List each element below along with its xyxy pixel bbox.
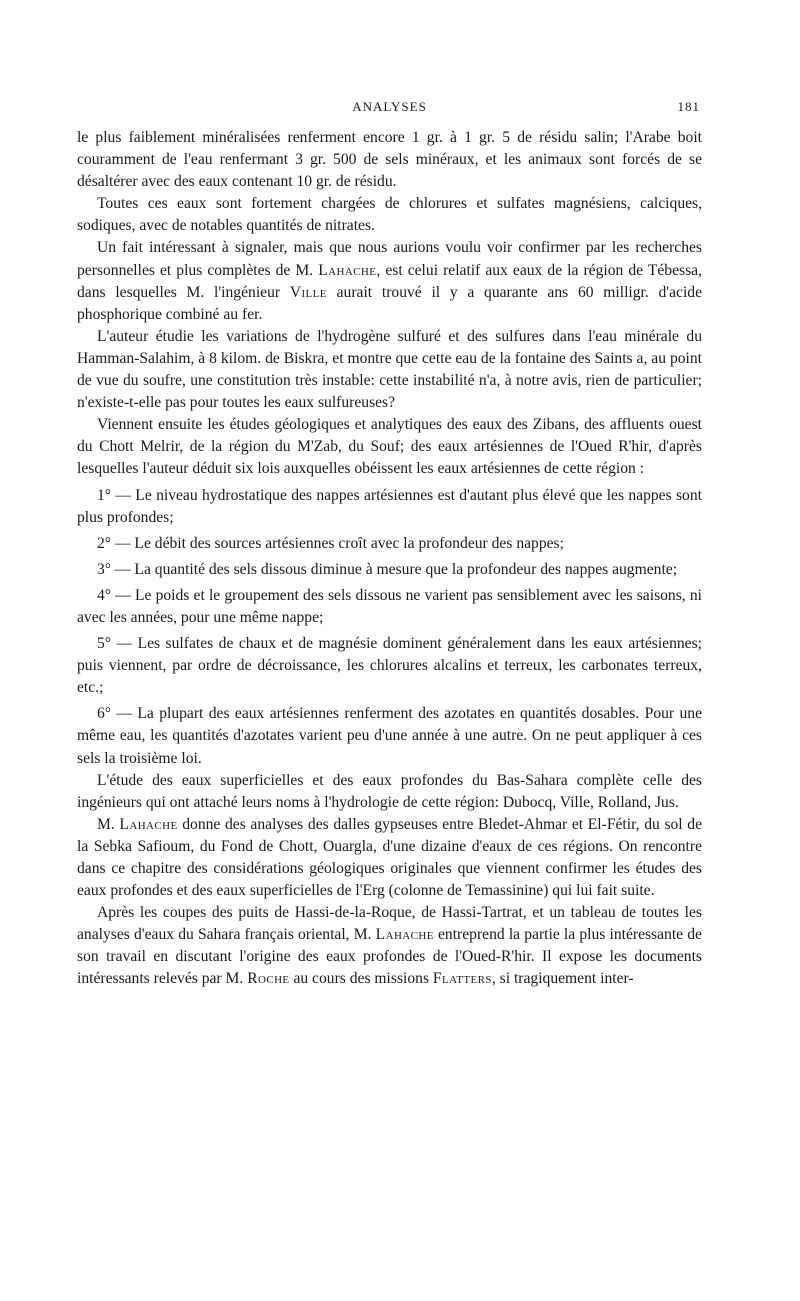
paragraph-zibans: Viennent ensuite les études géologiques et analytiques des eaux des Zibans, des affluents ouest du Chott Melrir, de la région du M'Zab, du Souf; des eaux artésiennes de l'Oued R'hir, d'après lesquelles l'auteur déduit six lois auxquelles obéissent les eaux artésiennes de cette région :	[77, 416, 702, 478]
paragraph-oued-rhir	[77, 902, 702, 990]
running-title: ANALYSES	[352, 99, 427, 114]
law-item: 5° — Les sulfates de chaux et de magnésie dominent généralement dans les eaux artésiennes; puis viennent, par ordre de décroissance, les chlorures alcalins et terreux, les carbonates terreux, etc.;	[77, 635, 702, 697]
author-name: Lahache	[318, 261, 377, 279]
paragraph-text: , si tragiquement inter-	[491, 970, 634, 988]
paragraph-text: , est celui relatif aux eaux de la région de Tébessa, dans lesquelles M. l'ingénieur	[77, 261, 702, 301]
paragraph-text: M.	[97, 815, 120, 833]
law-item: 2° — Le débit des sources artésiennes croît avec la profondeur des nappes;	[97, 534, 564, 552]
paragraph-continuation: le plus faiblement minéralisées renferment encore 1 gr. à 1 gr. 5 de résidu salin; l'Arabe boit couramment de l'eau renfermant 3 gr. 500 de sels minéraux, et les animaux sont forcés de se désaltérer avec des eaux contenant 10 gr. de résidu.	[77, 129, 702, 191]
paragraph-text: donne des analyses des dalles gypseuses entre Bledet-Ahmar et El-Fétir, du sol de la Sebka Safioum, du Fond de Chott, Ouargla, d'une dizaine d'eaux de ces régions. On rencontre dans ce chapitre des considérations géologiques originales que viennent confirmer les études des eaux profondes et des eaux superficielles de l'Erg (colonne de Temassinine) qui lui fait suite.	[77, 815, 703, 900]
paragraph-chlorides: Toutes ces eaux sont fortement chargées de chlorures et sulfates magnésiens, calciques, sodiques, avec de notables quantités de nitrates.	[77, 195, 702, 235]
law-item: 3° — La quantité des sels dissous diminue à mesure que la profondeur des nappes augmente;	[97, 560, 678, 578]
paragraph-gypsum-analyses	[77, 814, 702, 902]
author-name: Lahache	[375, 926, 434, 944]
page-number: 181	[677, 99, 700, 114]
person-name: Flatters	[432, 970, 492, 988]
paragraph-text: Après les coupes des puits de Hassi-de-la-Roque, de Hassi-Tartrat, et un tableau de toutes les analyses d'eaux du Sahara français oriental, M.	[77, 904, 702, 944]
law-item: 6° — La plupart des eaux artésiennes renferment des azotates en quantités dosables. Pour une même eau, les quantités d'azotates varient peu d'une année à une autre. On ne peut appliquer à ces sels la troisième loi.	[77, 705, 702, 767]
author-name: Lahache	[119, 815, 178, 833]
paragraph-hydrogen-sulfide: L'auteur étudie les variations de l'hydrogène sulfuré et des sulfures dans l'eau minérale du Hamman-Salahim, à 8 kilom. de Biskra, et montre que cette eau de la fontaine des Saints a, au point de vue du soufre, une constitution très instable: cette instabilité n'a, à notre avis, rien de particulier; n'existe-t-elle pas pour toutes les eaux sulfureuses?	[77, 327, 702, 412]
running-header	[77, 96, 702, 118]
paragraph-bas-sahara: L'étude des eaux superficielles et des eaux profondes du Bas-Sahara complète celle des ingénieurs qui ont attaché leurs noms à l'hydrologie de cette région: Dubocq, Ville, Rolland, Jus.	[77, 771, 702, 811]
paragraph-text: au cours des missions	[289, 970, 433, 988]
document-page	[77, 96, 702, 991]
law-item: 1° — Le niveau hydrostatique des nappes artésiennes est d'autant plus élevé que les nappes sont plus profondes;	[77, 486, 702, 526]
person-name: Ville	[289, 283, 327, 301]
paragraph-tebessa	[77, 237, 702, 325]
law-item: 4° — Le poids et le groupement des sels dissous ne varient pas sensiblement avec les saisons, ni avec les années, pour une même nappe;	[77, 586, 702, 626]
person-name: Roche	[247, 970, 290, 988]
paragraph-text: aurait trouvé il y a quarante ans 60 milligr. d'acide phosphorique combiné au fer.	[77, 283, 703, 323]
paragraph-text: entreprend la partie la plus intéressante de son travail en discutant l'origine des eaux profondes de l'Oued-R'hir. Il expose les documents intéressants relevés par M.	[77, 926, 702, 988]
paragraph-text: Un fait intéressant à signaler, mais que nous aurions voulu voir confirmer par les recherches personnelles et plus complètes de M.	[77, 239, 702, 279]
